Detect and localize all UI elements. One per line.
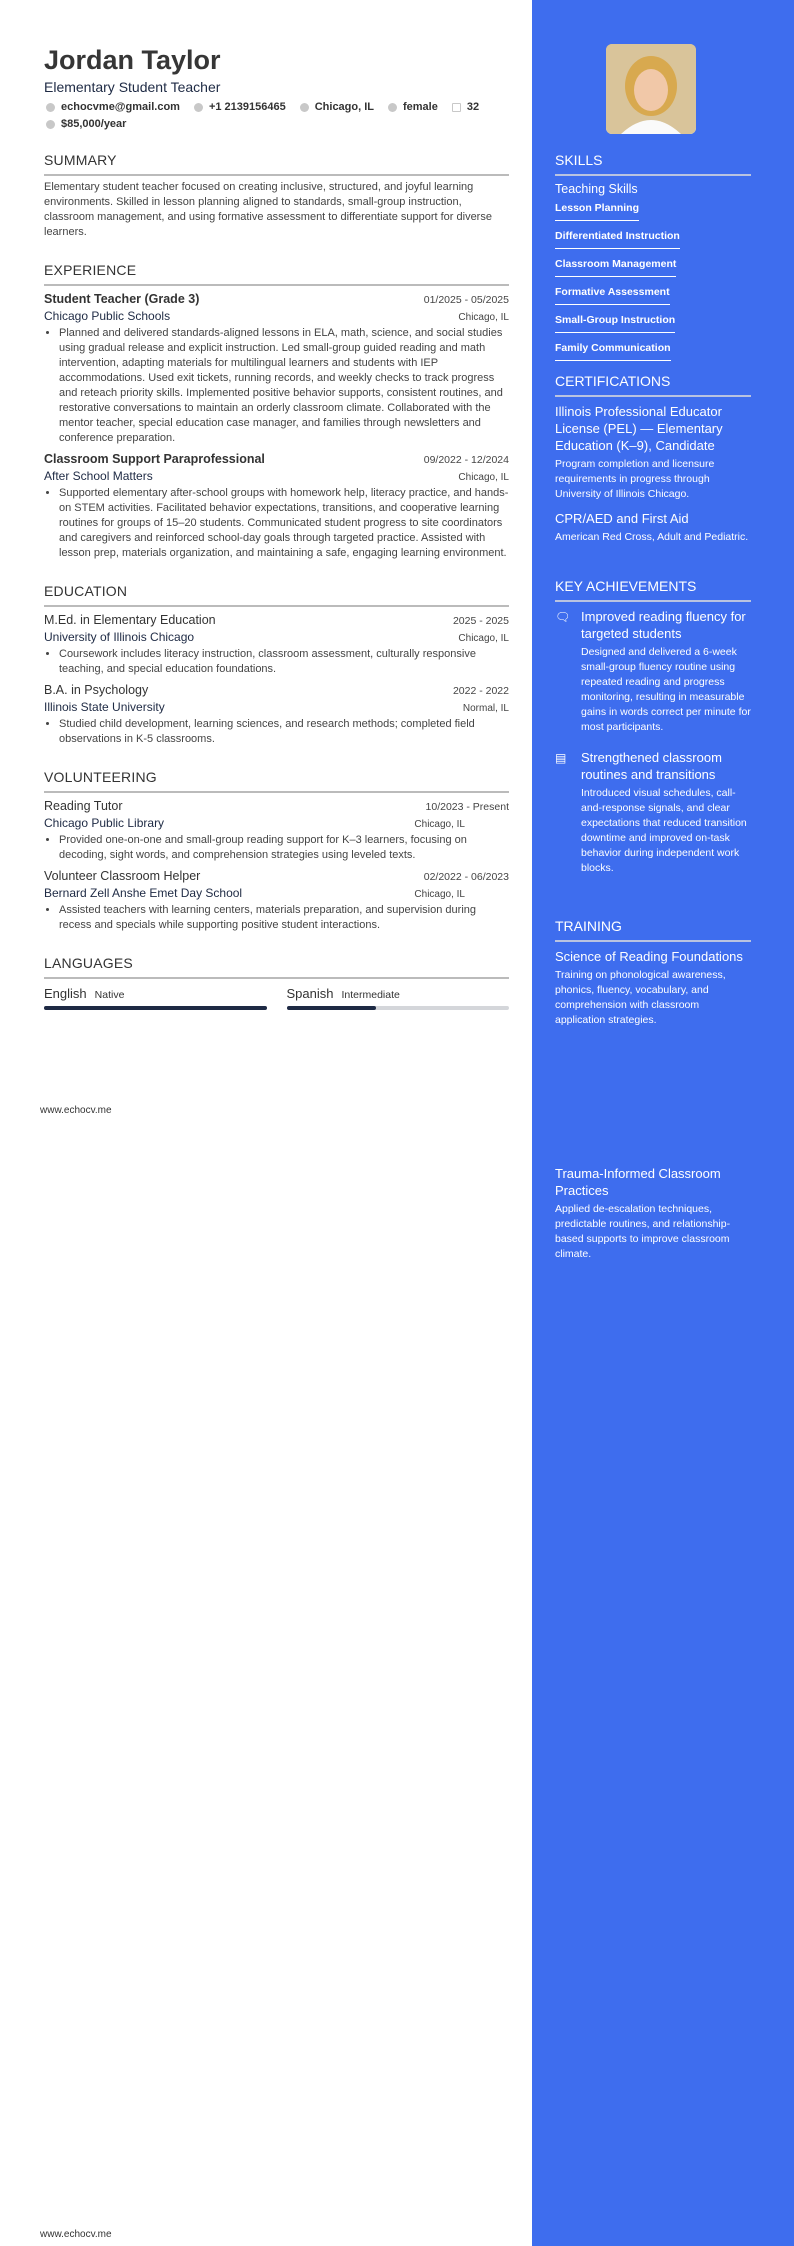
training-section: [555, 918, 751, 1036]
education-entry: [44, 613, 509, 677]
entry-title: Student Teacher (Grade 3): [44, 292, 200, 306]
achievement-desc: Introduced visual schedules, call-and-response signals, and clear expectations that reduced transition downtime and improved on-task behavior during independent work blocks.: [581, 787, 747, 874]
summary-section: [44, 152, 509, 240]
language-name: English: [44, 986, 87, 1001]
volunteering-entry: [44, 799, 509, 863]
entry-dates: 01/2025 - 05/2025: [423, 294, 509, 306]
entry-dates: 09/2022 - 12/2024: [423, 454, 509, 466]
age-text: 32: [466, 101, 480, 113]
entry-org: Bernard Zell Anshe Emet Day School: [44, 886, 243, 900]
entry-location: Chicago, IL: [458, 633, 509, 644]
achievement-title: Improved reading fluency for targeted students: [581, 609, 746, 641]
footer-link[interactable]: www.echocv.me: [40, 2229, 112, 2240]
entry-org: Chicago Public Library: [44, 816, 165, 830]
cert-desc: American Red Cross, Adult and Pediatric.: [555, 531, 749, 543]
training-desc: Training on phonological awareness, phonics, fluency, vocabulary, and comprehension with classroom application strategies.: [555, 969, 726, 1026]
section-heading: SUMMARY: [44, 152, 509, 176]
languages-section: [44, 955, 509, 1010]
job-title: Elementary Student Teacher: [44, 79, 221, 95]
entry-title: Reading Tutor: [44, 799, 123, 813]
entry-bullet: • Supported elementary after-school groups with homework help, literacy practice, and hands-on STEM activities. Facilitated behavior expectations, transitions, and cooperative learning routines for groups of 15–20 students. Communicated student progress to site coordinators and caregivers and reinforced school-day goals through targeted practice. Assisted with lesson prep, materials organization, and maintaining a safe, engaging learning environment.: [59, 486, 509, 561]
volunteering-entry: [44, 869, 509, 933]
entry-org: Chicago Public Schools: [44, 309, 171, 323]
entry-location: Normal, IL: [462, 703, 509, 714]
archive-icon: ▤: [555, 751, 567, 765]
language-level: Native: [94, 989, 125, 1001]
entry-title: M.Ed. in Elementary Education: [44, 613, 216, 627]
skill-item: Small-Group Instruction: [555, 314, 675, 333]
main-column: [44, 44, 509, 1010]
phone-text: +1 2139156465: [208, 101, 286, 113]
language-level: Intermediate: [341, 989, 400, 1001]
achievement-title: Strengthened classroom routines and transitions: [581, 750, 722, 782]
education-entry: [44, 683, 509, 747]
cert-title: CPR/AED and First Aid: [555, 511, 689, 526]
entry-title: B.A. in Psychology: [44, 683, 149, 697]
achievements-section: [555, 578, 751, 890]
summary-text: Elementary student teacher focused on creating inclusive, structured, and joyful learning environments. Skilled in lesson planning aligned to standards, small-group instruction, classroom management, and using formative assessment to differentiate support for diverse learners.: [44, 181, 492, 238]
experience-section: [44, 262, 509, 561]
experience-entry: [44, 292, 509, 446]
salary-text: $85,000/year: [61, 118, 127, 130]
training-desc: Applied de-escalation techniques, predictable routines, and relationship-based supports to improve classroom climate.: [555, 1203, 731, 1260]
training-item: [555, 1165, 751, 1270]
section-heading: EXPERIENCE: [44, 262, 509, 286]
skill-item: Differentiated Instruction: [555, 230, 680, 249]
entry-location: Chicago, IL: [414, 819, 465, 830]
email-icon: [46, 103, 55, 112]
contact-age: [452, 101, 479, 113]
contact-email[interactable]: [46, 101, 180, 113]
achievement-item: [555, 749, 751, 884]
contact-salary: [46, 118, 126, 130]
section-heading: VOLUNTEERING: [44, 769, 509, 793]
language-proficiency-bar: [44, 1006, 267, 1010]
training-title: Science of Reading Foundations: [555, 949, 743, 964]
entry-title: Classroom Support Paraprofessional: [44, 452, 265, 466]
entry-bullet: • Provided one-on-one and small-group reading support for K–3 learners, focusing on decoding, sight words, and comprehension strategies using leveled texts.: [59, 833, 509, 863]
entry-bullet: • Coursework includes literacy instruction, classroom assessment, culturally responsive teaching, and special education foundations.: [59, 647, 509, 677]
section-heading: TRAINING: [555, 918, 751, 942]
entry-title: Volunteer Classroom Helper: [44, 869, 201, 883]
education-section: [44, 583, 509, 747]
skill-category: Teaching Skills: [555, 182, 638, 196]
language-proficiency-fill: [287, 1006, 376, 1010]
contact-gender: [388, 101, 438, 113]
entry-dates: 2022 - 2022: [452, 685, 509, 697]
gender-text: female: [403, 101, 438, 113]
skill-item: Formative Assessment: [555, 286, 670, 305]
achievement-item: [555, 608, 751, 743]
chat-icon: 🗨: [555, 610, 571, 624]
candidate-name: Jordan Taylor: [44, 45, 221, 75]
person-icon: [388, 103, 397, 112]
skill-item: Lesson Planning: [555, 202, 639, 221]
location-text: Chicago, IL: [314, 101, 374, 113]
contact-info: [44, 101, 509, 130]
entry-org: University of Illinois Chicago: [44, 630, 195, 644]
footer-link[interactable]: www.echocv.me: [40, 1105, 112, 1116]
entry-location: Chicago, IL: [414, 889, 465, 900]
language-item: [44, 985, 267, 1010]
section-heading: SKILLS: [555, 152, 751, 176]
profile-photo: [606, 44, 696, 134]
salary-icon: [46, 120, 55, 129]
entry-dates: 02/2022 - 06/2023: [423, 871, 509, 883]
cert-title: Illinois Professional Educator License (PEL) — Elementary Education (K–9), Candidate: [555, 404, 723, 453]
cert-desc: Program completion and licensure requirements in progress through University of Illinois Chicago.: [555, 458, 715, 500]
entry-location: Chicago, IL: [458, 472, 509, 483]
language-proficiency-bar: [287, 1006, 510, 1010]
achievement-desc: Designed and delivered a 6-week small-group fluency routine using repeated reading and progress monitoring, resulting in measurable gains in words correct per minute for most participants.: [581, 646, 751, 733]
entry-dates: 10/2023 - Present: [425, 801, 509, 813]
skills-section: [555, 152, 751, 366]
experience-entry: [44, 452, 509, 561]
section-heading: CERTIFICATIONS: [555, 373, 751, 397]
section-heading: KEY ACHIEVEMENTS: [555, 578, 751, 602]
entry-dates: 2025 - 2025: [452, 615, 509, 627]
email-text: echocvme@gmail.com: [61, 101, 180, 113]
skill-item: Classroom Management: [555, 258, 676, 277]
skill-item: Family Communication: [555, 342, 671, 361]
contact-phone[interactable]: [194, 101, 286, 113]
language-item: [287, 985, 510, 1010]
training-title: Trauma-Informed Classroom Practices: [555, 1166, 721, 1198]
calendar-icon: [452, 103, 461, 112]
sidebar: [532, 0, 794, 2246]
volunteering-section: [44, 769, 509, 933]
contact-location: [300, 101, 374, 113]
entry-bullet: • Planned and delivered standards-aligned lessons in ELA, math, science, and social studies using gradual release and explicit instruction. Led small-group guided reading and math intervention, adapting materials for multilingual learners and students with IEP accommodations. Used exit tickets, running records, and weekly checks to track progress and reteach priority skills. Implemented positive behavior supports, consistent routines, and restorative conversations to maintain an orderly classroom climate. Collaborated with the mentor teacher, special education case manager, and families through newsletters and conference preparation.: [59, 326, 509, 446]
section-heading: EDUCATION: [44, 583, 509, 607]
certifications-section: [555, 373, 751, 553]
section-heading: LANGUAGES: [44, 955, 509, 979]
entry-org: After School Matters: [44, 469, 153, 483]
entry-location: Chicago, IL: [458, 312, 509, 323]
entry-bullet: • Assisted teachers with learning centers, materials preparation, and supervision during recess and specials while supporting positive student interactions.: [59, 903, 509, 933]
language-proficiency-fill: [44, 1006, 267, 1010]
language-name: Spanish: [286, 986, 334, 1001]
phone-icon: [194, 103, 203, 112]
location-icon: [300, 103, 309, 112]
entry-org: Illinois State University: [44, 700, 165, 714]
entry-bullet: • Studied child development, learning sciences, and research methods; completed field observations in K-5 classrooms.: [59, 717, 509, 747]
